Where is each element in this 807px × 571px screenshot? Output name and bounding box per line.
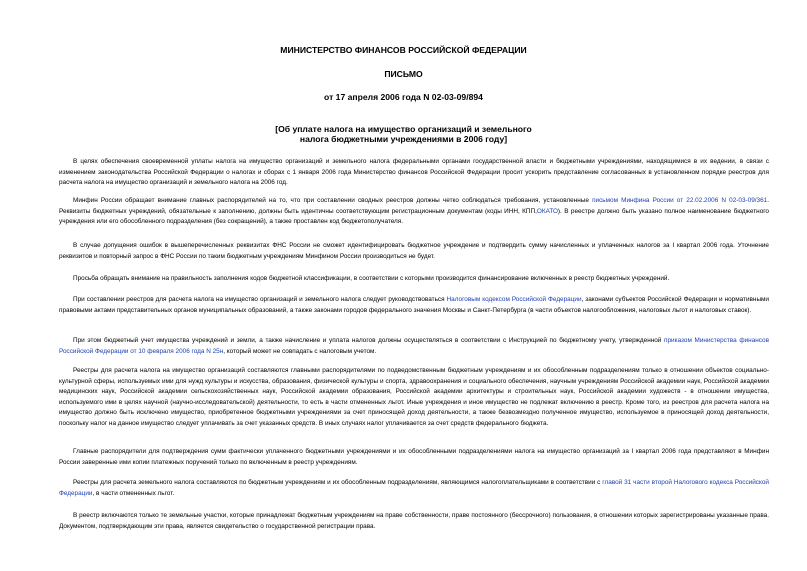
document-subject-line-2: налога бюджетными учреждениями в 2006 году] [299, 134, 508, 144]
paragraph-2-text-c: ). В реестре должно быть указано полное наименование бюджетного учреждения или его обособленного подразделения (без сокращений), а также проставлен код бюджетополучателя. [59, 207, 769, 226]
paragraph-2-text-b: . Реквизиты бюджетных учреждений, обязательные к заполнению, должны быть идентичны соответствующим регистрационным документам (коды ИНН, КПП, [59, 197, 769, 215]
paragraph-10-text: В реестр включаются только те земельные участки, которые принадлежат бюджетным учреждениям на праве собственности, праве постоянного (бессрочного) пользования, в отношении которых зарегистрированы указанные права. Документом, подтверждающим эти права, является свидетельство о государственной регистрации права. [59, 512, 769, 530]
paragraph-8 [59, 447, 769, 468]
paragraph-2 [59, 196, 769, 228]
paragraph-7 [59, 366, 769, 430]
paragraph-10 [59, 511, 769, 532]
document-date-number: от 17 апреля 2006 года N 02-03-09/894 [324, 92, 483, 102]
paragraph-6-text-b: , который может не совпадать с налоговым учетом. [223, 347, 377, 355]
paragraph-1 [59, 157, 769, 189]
ministry-title: МИНИСТЕРСТВО ФИНАНСОВ РОССИЙСКОЙ ФЕДЕРАЦИИ [280, 45, 527, 55]
link-minfin-order[interactable]: приказом Министерства финансов Российской Федерации от 10 февраля 2006 года N 25н [59, 337, 769, 355]
paragraph-4-text: Просьба обращать внимание на правильность заполнения кодов бюджетной классификации, в соответствии с которыми производится финансирование включенных в реестр бюджетных учреждений. [73, 275, 670, 282]
paragraph-9-text-b: , в части отмененных льгот. [92, 489, 175, 497]
paragraph-6-text-a: При этом бюджетный учет имущества учреждений и земли, а также начисление и уплата налогов должны осуществляться в соответствии с Инструкцией по бюджетному учету, утвержденной [73, 337, 665, 344]
paragraph-1-text: В целях обеспечения своевременной уплаты налога на имущество организаций и земельного налога федеральными органами государственной власти и бюджетными учреждениями, находящимися в их ведении, в связи с изменением законодательства Российской Федерации о налогах и сборах с 1 января 2006 года Министерство финансов Российской Федерации просит ускорить представление согласованных в установленном порядке реестров для расчета налога на имущество организаций и земельного налога на 2006 год. [59, 158, 769, 187]
link-tax-code-chapter-31[interactable]: главой 31 части второй Налогового кодекса Российской Федерации [59, 479, 769, 497]
link-minfin-letter[interactable]: письмом Минфина России от 22.02.2006 N 02-03-09/361 [592, 197, 768, 204]
paragraph-5-text-a: При составлении реестров для расчета налога на имущество организаций и земельного налога следует руководствоваться [73, 296, 447, 303]
link-okato[interactable]: ОКАТО [536, 207, 558, 215]
document-subject-line-1: [Об уплате налога на имущество организаций и земельного [275, 124, 532, 134]
paragraph-6 [59, 336, 769, 357]
paragraph-5-text-b: , законами субъектов Российской Федерации и нормативными правовыми актами представительных органов муниципальных образований, а также законами городов федерального значения Москвы и Санкт-Петербурга (в части объектов налогообложения, налоговых льгот и налоговых ставок). [59, 296, 769, 314]
paragraph-8-text: Главные распорядители для подтверждения сумм фактически уплаченного бюджетными учреждениями и их обособленными подразделениями налога на имущество организаций за I квартал 2006 года представляют в Минфин России заверенные ими копии платежных поручений только по включенным в реестр учреждениям. [59, 448, 769, 466]
paragraph-9-text-a: Реестры для расчета земельного налога составляются по бюджетным учреждениям и их обособленным подразделениям, являющимся налогоплательщиками в соответствии с [73, 479, 603, 486]
paragraph-7-text: Реестры для расчета налога на имущество организаций составляются главными распорядителями по подведомственным бюджетным учреждениям и их обособленным подразделениям только в отношении объектов социально-культурной сферы, используемых ими для нужд культуры и искусства, образования, физической культуры и спорта, здравоохранения и социального обеспечения, научным учреждениям Российской академии наук, Российской академии медицинских наук, Российской академии сельскохозяйственных наук, Российской академии образования, Российской академии архитектуры и строительных наук, Российской академии художеств - в отношении имущества, используемого ими в целях научной (научно-исследовательской) деятельности, то есть в части отмененных льгот. Иные учреждения и иное имущество не подлежат включению в реестр. Кроме того, из реестров для расчета налога на имущество должно быть исключено имущество, приобретенное бюджетными учреждениями за счет приносящей доход деятельности, а также безвозмездно полученное имущество, используемое в приносящей доход деятельности, поскольку налог на данное имущество следует уплачивать за счет указанных средств. В иных случаях налог уплачивается за счет средств федерального бюджета. [59, 367, 769, 427]
paragraph-2-text-a: Минфин России обращает внимание главных распорядителей на то, что при составлении сводных реестров должны четко соблюдаться требования, установленные [73, 197, 593, 204]
paragraph-3-text: В случае допущения ошибок в вышеперечисленных реквизитах ФНС России не сможет идентифицировать бюджетное учреждение и подтвердить сумму начисленных и уплаченных налогов за I квартал 2006 года. Уточнение реквизитов и повторный запрос в ФНС России по таким бюджетным учреждениям Минфином России производиться не будет. [59, 242, 769, 260]
document-type: ПИСЬМО [384, 69, 423, 79]
paragraph-5 [59, 295, 769, 316]
paragraph-9 [59, 478, 769, 499]
paragraph-3 [59, 241, 769, 262]
link-tax-code[interactable]: Налоговым кодексом Российской Федерации [446, 296, 582, 303]
paragraph-4 [59, 274, 769, 285]
